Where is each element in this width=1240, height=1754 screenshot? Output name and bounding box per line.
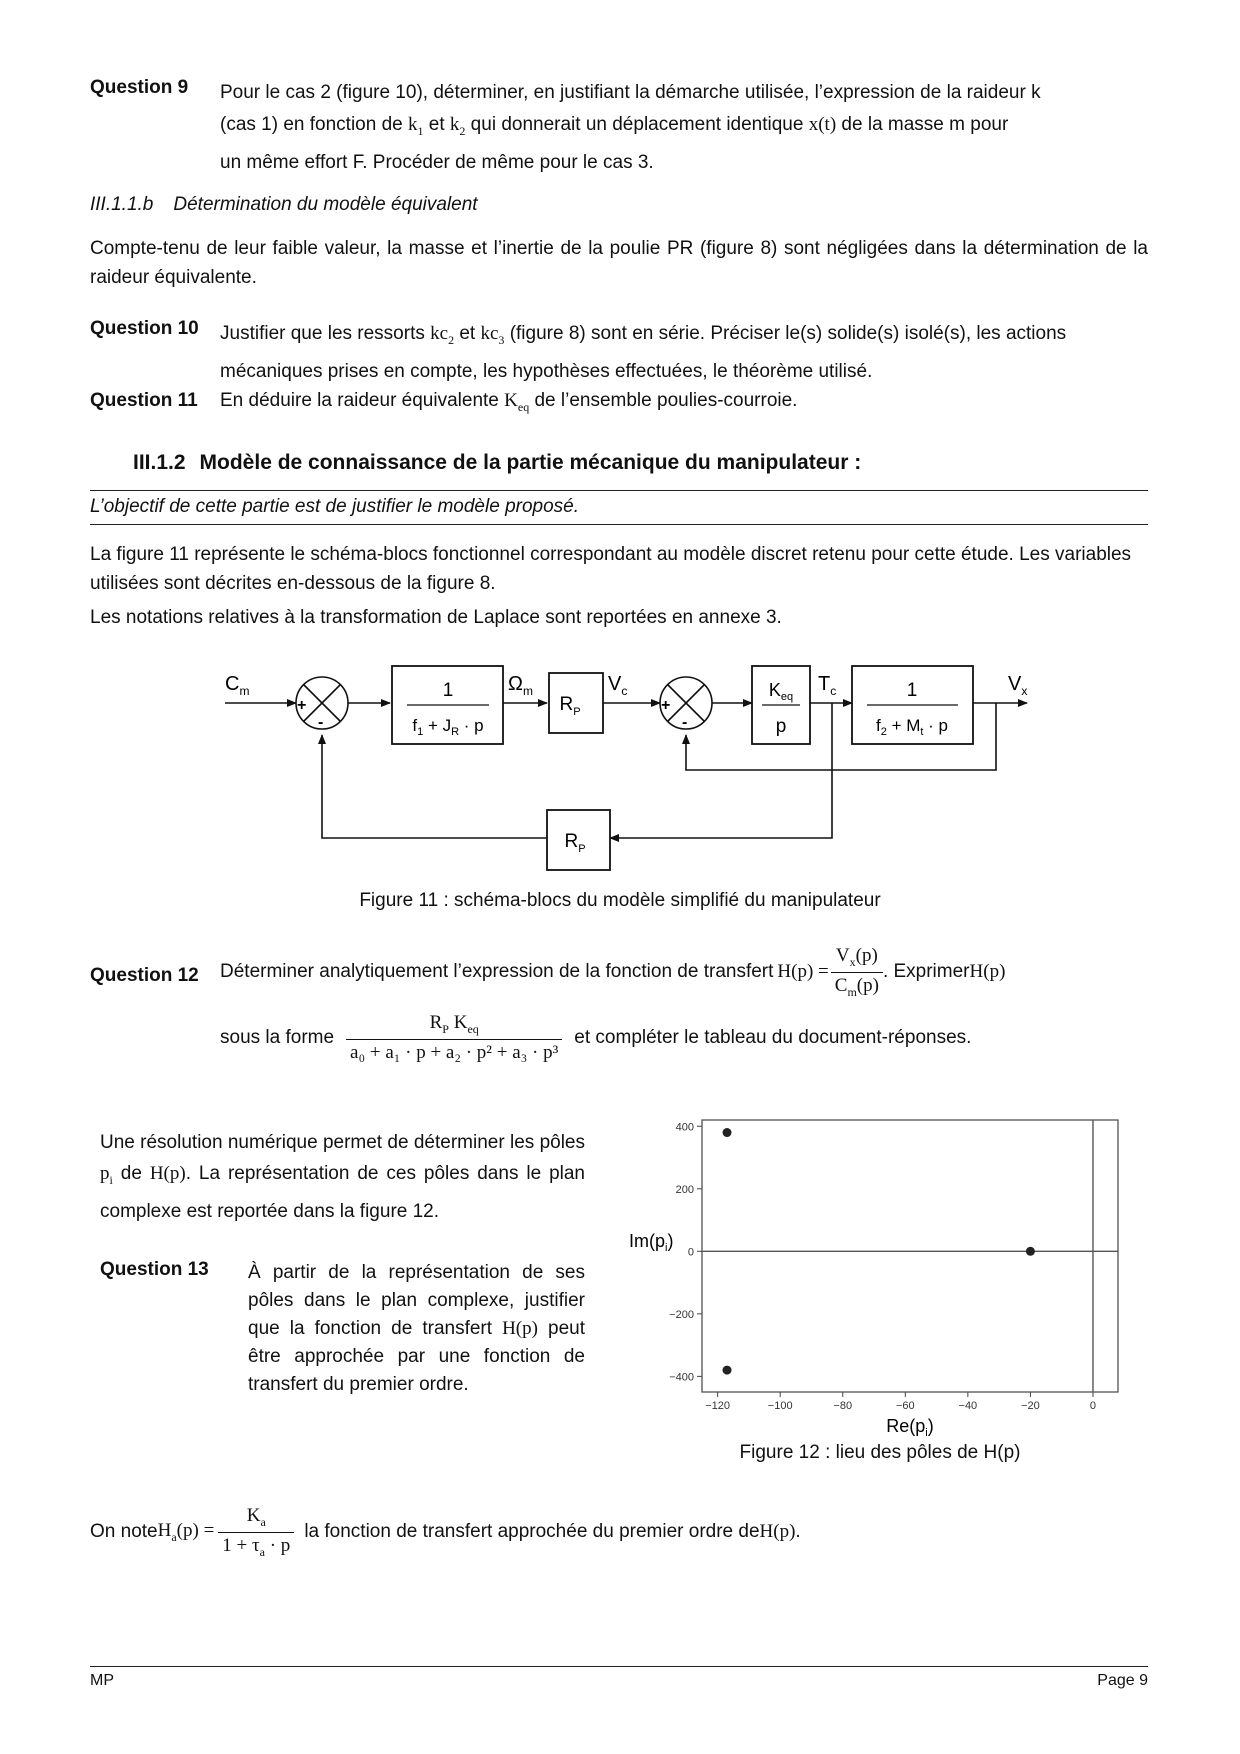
x-tick-label: −80	[833, 1400, 853, 1412]
y-tick-label: −400	[669, 1371, 694, 1384]
x-tick-label: −20	[1021, 1400, 1040, 1412]
footer-rule	[90, 1666, 1148, 1667]
label-tc: $T_c$	[818, 673, 837, 698]
y-tick-label: 0	[687, 1246, 694, 1259]
section-heading-112: III.1.2 Modèle de connaissance de la partie mécanique du manipulateur :	[133, 451, 862, 474]
block3-numerator: $K_{eq}$	[768, 680, 794, 703]
figure-12-caption: Figure 12 : lieu des pôles de H(p)	[739, 1442, 1021, 1463]
q9-line-3: un même effort F. Procéder de même pour le cas 3.	[220, 151, 654, 173]
figure-11-caption: Figure 11 : schéma-blocs du modèle simplifié du manipulateur	[359, 890, 881, 911]
pole-point	[1026, 1247, 1035, 1256]
x-tick-label: −120	[705, 1400, 731, 1412]
sum2-minus: -	[682, 714, 688, 731]
question-12-text: Déterminer analytiquement l’expression de la fonction de transfert H(p) = $\frac{V_x(p)}{C_m(p)}$ . Exprimer H(p)	[220, 945, 1006, 999]
sum1-plus: +	[297, 697, 307, 714]
block1-denominator: $f_1 + J_R \cdot p$	[412, 716, 484, 738]
question-12-form: sous la forme $\frac{R_P K_{eq}}{\text{a₀ + a₁ · p + a₂ · p² + a₃ · p³}}$ et compléter le tableau du document-réponses.	[220, 1012, 972, 1063]
question-13-label: Question 13	[100, 1259, 209, 1280]
x-tick-label: −40	[958, 1400, 978, 1412]
y-tick-label: −200	[669, 1308, 694, 1321]
block3-denominator: p	[775, 716, 787, 737]
block-rp-2	[547, 810, 610, 870]
block5-text: $R_P$	[564, 831, 586, 855]
question-11-label: Question 11	[90, 390, 198, 411]
q9-line-2: (cas 1) en fonction de $k_1$ et $k_2$ qui donnerait un déplacement identique x(t) de la masse m pour	[220, 114, 1009, 138]
block4-denominator: $f_2 + M_t \cdot p$	[875, 716, 949, 738]
paragraph-poles: Une résolution numérique permet de déterminer les pôles $p_i$ de H(p). La représentation de ces pôles dans le plan complexe est reportée dans la figure 12.	[100, 1132, 585, 1222]
question-9-label: Question 9	[90, 77, 189, 98]
pole-plot	[620, 1100, 1140, 1450]
x-tick-label: −60	[895, 1400, 915, 1412]
objective-text: L’objectif de cette partie est de justifier le modèle proposé.	[90, 496, 580, 517]
block4-numerator: 1	[906, 680, 918, 701]
sum1-minus: -	[318, 714, 324, 731]
label-cm: $C_m$	[225, 673, 250, 698]
block1-numerator: 1	[442, 680, 454, 701]
plot-xlabel: $Re(p_i)$	[886, 1416, 934, 1439]
block-rp-1	[549, 673, 603, 733]
paragraph-laplace: Les notations relatives à la transformation de Laplace sont reportées en annexe 3.	[90, 607, 782, 628]
question-12-label: Question 12	[90, 965, 199, 986]
label-vc: $V_c$	[608, 673, 628, 698]
question-11-text: En déduire la raideur équivalente $K_{eq}$ de l’ensemble poulies-courroie.	[220, 390, 798, 414]
block2-text: $R_P$	[559, 694, 581, 718]
plot-frame	[702, 1120, 1118, 1392]
y-tick-label: 400	[675, 1121, 694, 1134]
x-tick-label: 0	[1089, 1400, 1097, 1412]
transfer-function-fraction: $\frac{V_x(p)}{C_m(p)}$	[831, 945, 883, 1000]
footer-left: MP	[90, 1672, 114, 1689]
q9-line-1: Pour le cas 2 (figure 10), déterminer, en justifiant la démarche utilisée, l’expression de la raideur k	[220, 82, 1041, 103]
label-vx: $V_x$	[1008, 673, 1028, 698]
question-13-text: À partir de la représentation de ses pôles dans le plan complexe, justifier que la fonction de transfert H(p) peut être approchée par une fonction de transfert du premier ordre.	[248, 1262, 585, 1395]
y-tick-label: 200	[675, 1183, 694, 1196]
x-tick-label: −100	[767, 1400, 793, 1412]
label-omega: $\Omega_m$	[508, 673, 533, 698]
pole-point	[723, 1128, 732, 1137]
footer-page-number: Page 9	[1097, 1672, 1148, 1689]
first-order-fraction: $\frac{K_a}{1 + \tau_a \cdot p}$	[218, 1505, 294, 1560]
paragraph-figure-11: La figure 11 représente le schéma-blocs fonctionnel correspondant au modèle discret retenu pour cette étude. Les variables utilisées sont décrites en-dessous de la figure 8.	[90, 544, 1132, 594]
final-statement: On note $H_a(p)$ = $\frac{K_a}{1 + \tau_a \cdot p}$ la fonction de transfert approchée du premier ordre de H(p) .	[90, 1505, 801, 1559]
section-heading-b: III.1.1.b Détermination du modèle équivalent	[90, 194, 478, 215]
paragraph-raideur: Compte-tenu de leur faible valeur, la masse et l’inertie de la poulie PR (figure 8) sont négligées dans la détermination de la raideur équivalente.	[90, 238, 1148, 288]
canonical-form-fraction: $\frac{R_P K_{eq}}{\text{a₀ + a₁ · p + a₂ · p² + a₃ · p³}}$	[346, 1012, 562, 1064]
plot-ylabel: $Im(p_i)$	[629, 1231, 674, 1254]
pole-point	[723, 1366, 732, 1375]
question-10-text: Justifier que les ressorts $kc_2$ et $kc_3$ (figure 8) sont en série. Préciser le(s) solide(s) isolé(s), les actions mécaniques prises en compte, les hypothèses effectuées, le théorème utilisé.	[220, 323, 1067, 382]
sum2-plus: +	[661, 697, 671, 714]
question-10-label: Question 10	[90, 318, 199, 339]
